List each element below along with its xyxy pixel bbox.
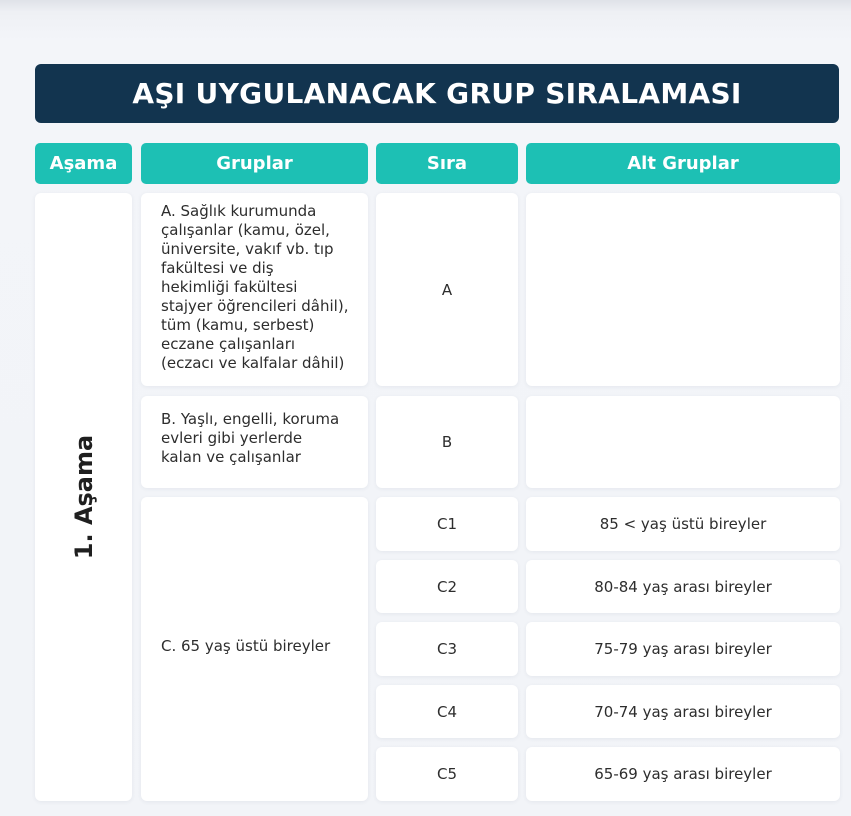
order-b: B bbox=[376, 396, 518, 488]
group-a-line: (eczacı ve kalfalar dâhil) bbox=[161, 354, 345, 372]
subgroup-c3: 75-79 yaş arası bireyler bbox=[526, 622, 840, 676]
header-groups: Gruplar bbox=[141, 143, 368, 184]
group-a-line: A. Sağlık kurumunda bbox=[161, 202, 317, 220]
subgroup-c1: 85 < yaş üstü bireyler bbox=[526, 497, 840, 551]
group-a-line: stajyer öğrencileri dâhil), bbox=[161, 297, 349, 315]
group-c-cell bbox=[141, 497, 368, 801]
group-a-text bbox=[161, 202, 362, 373]
group-c-text: C. 65 yaş üstü bireyler bbox=[161, 637, 331, 655]
group-b-line: kalan ve çalışanlar bbox=[161, 448, 301, 466]
group-b-cell bbox=[141, 396, 368, 488]
group-b-text bbox=[161, 410, 362, 467]
group-a-line: hekimliği fakültesi bbox=[161, 278, 298, 296]
group-a-line: eczane çalışanları bbox=[161, 335, 296, 353]
subgroup-c4: 70-74 yaş arası bireyler bbox=[526, 685, 840, 738]
order-a: A bbox=[376, 193, 518, 386]
group-a-line: fakültesi ve diş bbox=[161, 259, 274, 277]
group-b-line: B. Yaşlı, engelli, koruma bbox=[161, 410, 340, 428]
subgroup-c2: 80-84 yaş arası bireyler bbox=[526, 560, 840, 613]
subgroup-b-empty bbox=[526, 396, 840, 488]
subgroup-c5: 65-69 yaş arası bireyler bbox=[526, 747, 840, 801]
header-subgroups: Alt Gruplar bbox=[526, 143, 840, 184]
group-a-line: çalışanlar (kamu, özel, bbox=[161, 221, 330, 239]
group-b-line: evleri gibi yerlerde bbox=[161, 429, 303, 447]
phase-cell bbox=[35, 193, 132, 801]
header-phase: Aşama bbox=[35, 143, 132, 184]
order-c3: C3 bbox=[376, 622, 518, 676]
page-title: AŞI UYGULANACAK GRUP SIRALAMASI bbox=[35, 64, 839, 123]
subgroup-a-empty bbox=[526, 193, 840, 386]
order-c4: C4 bbox=[376, 685, 518, 738]
group-a-line: tüm (kamu, serbest) bbox=[161, 316, 315, 334]
order-c5: C5 bbox=[376, 747, 518, 801]
group-a-cell bbox=[141, 193, 368, 386]
order-c1: C1 bbox=[376, 497, 518, 551]
group-a-line: üniversite, vakıf vb. tıp bbox=[161, 240, 334, 258]
order-c2: C2 bbox=[376, 560, 518, 613]
phase-label: 1. Aşama bbox=[69, 434, 98, 560]
header-order: Sıra bbox=[376, 143, 518, 184]
